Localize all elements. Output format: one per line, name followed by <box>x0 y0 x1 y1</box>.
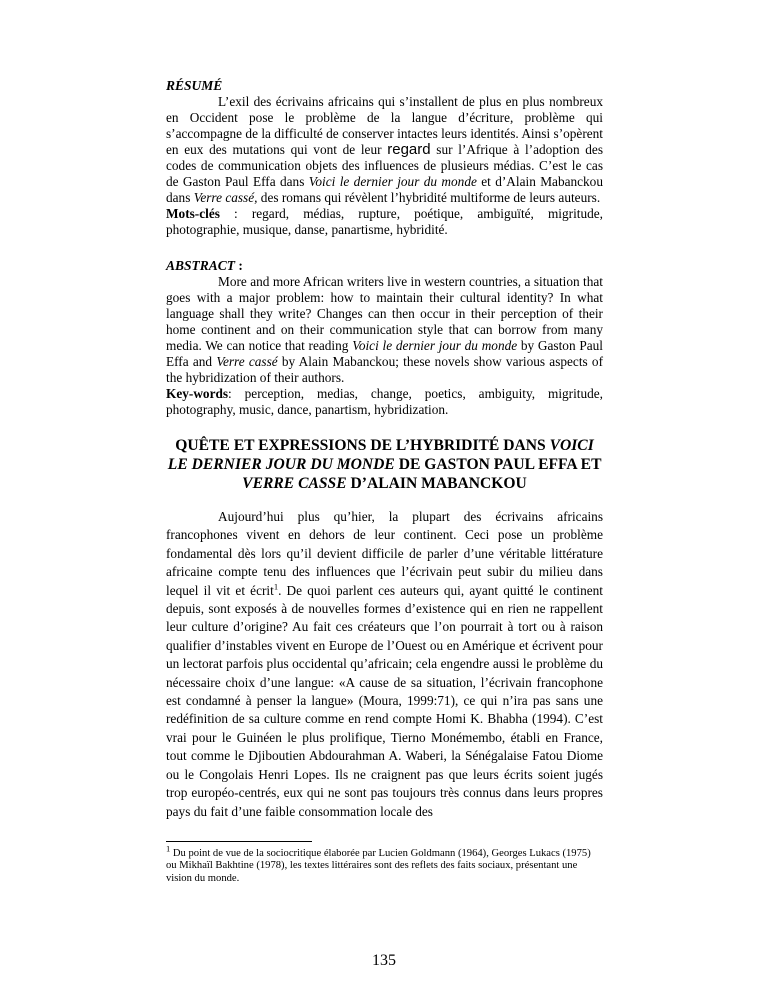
keywords-label: Key-words <box>166 386 229 401</box>
resume-paragraph <box>166 94 603 206</box>
footnote-ref: 1 <box>273 581 279 592</box>
abstract-title-italic: Voici le dernier jour du monde <box>352 338 518 353</box>
footnote-text: Du point de vue de la sociocritique élaborée par Lucien Goldmann (1964), Georges Lukacs (1975) ou Mikhaïl Bakhtine (1978), les textes littéraires sont des reflets des faits sociaux, présentant une vision du monde. <box>166 847 591 884</box>
abstract-keywords <box>166 386 603 418</box>
abstract-text: by Alain Mabanckou; these novels show various aspects of the hybridization of their authors. <box>166 354 604 385</box>
abstract-paragraph <box>166 274 603 386</box>
footnote <box>166 843 603 886</box>
resume-title-italic: Voici le dernier jour du monde <box>308 174 477 189</box>
keywords-text: : perception, medias, change, poetics, ambiguity, migritude, photography, music, dance, panartism, hybridization. <box>166 386 603 417</box>
footnote-separator <box>166 841 312 842</box>
page-content <box>166 78 603 885</box>
footnote-number: 1 <box>166 843 171 854</box>
abstract-heading: ABSTRACT : <box>166 258 243 273</box>
resume-text: L’exil des écrivains africains qui s’installent de plus en plus nombreux en Occident pose le problème de la langue d’écriture, problème qui s’accompagne de la difficulté de conserver intactes leurs identités. Ainsi s’opèrent en eux des mutations qui vont de leur <box>166 94 603 157</box>
body-paragraph: Aujourd’hui plus qu’hier, la plupart des écrivains africains francophones vivent en dehors de leur continent. Ceci pose un problème fondamental dès lors qu’il devient difficile de parler d’une véritable littérature africaine compte tenu des influences que l’écrivain peut subir du milieu dans lequel il vit et écrit$^1$. De quoi parlent ces auteurs qui, ayant quitté le continent depuis, sont exposés à de nouvelles formes d’existence qui en rien ne rappellent leur culture d’origine? Au fait ces créateurs que l’on pourrait à tort ou à raison qualifier d’instables vivent en Europe de l’Ouest ou en Amérique et écrivent pour un lectorat parfois plus occidental qu’africain; cela engendre aussi le problème du nécessaire choix d’une langue: «A cause de sa situation, l’écrivain francophone est condamné à penser la langue» (Moura, 1999:71), ce qui n’ira pas sans une redéfinition de sa culture comme en rend compte Homi K. Bhabha (1994). C’est vrai pour le Guinéen le plus prolifique, Tierno Monémembo, établi en France, tout comme le Djiboutien Abdourahman A. Waberi, la Sénégalaise Fatou Diome ou le Congolais Henri Lopes. Ils ne craignent pas que leurs écrits soient jugés trop européo-centrés, eux qui ne sont pas toujours très connus dans leurs propres pays du fait d’une faible consommation locale des <box>166 509 603 819</box>
resume-text: des romans qui révèlent l’hybridité multiforme de leurs auteurs. <box>260 190 601 205</box>
abstract-text: More and more African writers live in western countries, a situation that goes with a major problem: how to maintain their cultural identity? In what language shall they write? Changes can then occur in their perception of their home continent and on their communication style that can borrow from many media. We can notice that reading <box>166 274 603 353</box>
resume-text-large: regard <box>387 141 431 158</box>
abstract-title-italic: Verre cassé <box>216 354 278 369</box>
article-title: QUÊTE ET EXPRESSIONS DE L’HYBRIDITÉ DANS VOICI LE DERNIER JOUR DU MONDE DE GASTON PAUL EFFA ET VERRE CASSE D’ALAIN MABANCKOU <box>167 437 602 492</box>
resume-text: et d’Alain Mabanckou dans <box>166 174 603 205</box>
abstract-text: by Gaston Paul Effa and <box>166 338 603 369</box>
page-number: 135 <box>372 952 396 969</box>
resume-keywords <box>166 206 603 238</box>
keywords-label: Mots-clés <box>166 206 220 221</box>
resume-title-italic: Verre cassé, <box>193 190 258 205</box>
resume-heading: RÉSUMÉ <box>166 78 223 93</box>
resume-text: sur l’Afrique à l’adoption des codes de communication objets des influences de plusieurs médias. C’est le cas de Gaston Paul Effa dans <box>166 142 604 189</box>
keywords-text: : regard, médias, rupture, poétique, ambiguïté, migritude, photographie, musique, danse, panartisme, hybridité. <box>166 206 603 237</box>
